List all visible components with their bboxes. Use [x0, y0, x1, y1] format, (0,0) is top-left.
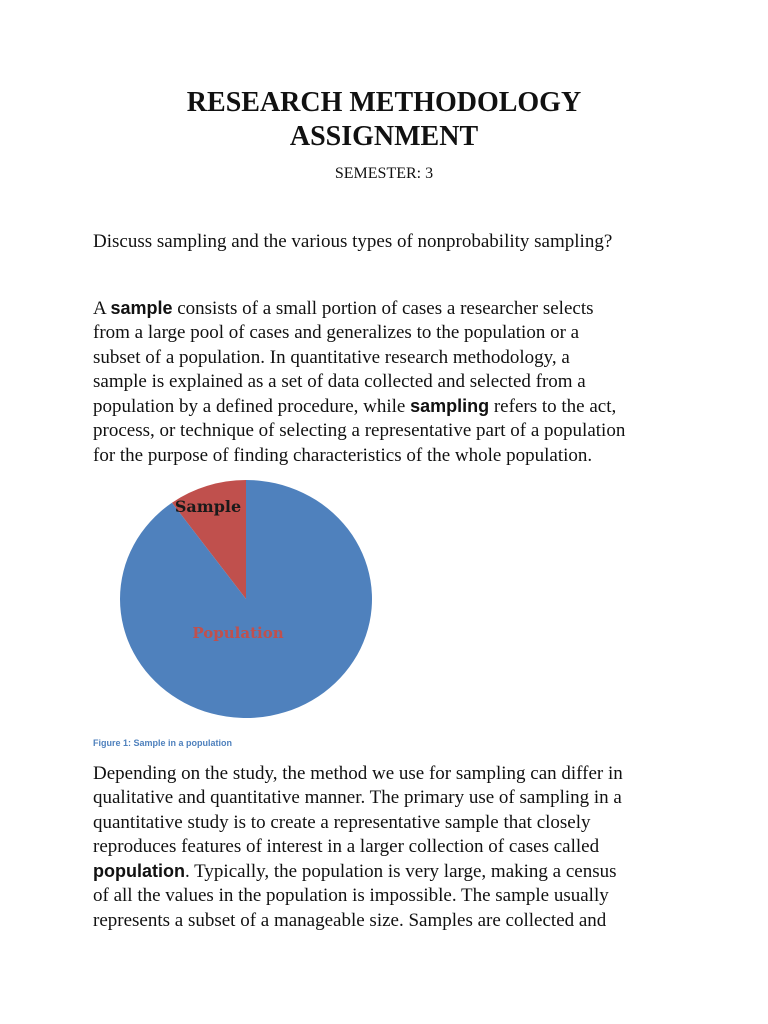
paragraph-line: Depending on the study, the method we use for sampling can differ in — [93, 763, 623, 784]
paragraph-line: reproduces features of interest in a larger collection of cases called — [93, 835, 600, 857]
paragraph-line: of all the values in the population is impossible. The sample usually — [93, 885, 609, 907]
pie-slice-population — [120, 480, 372, 718]
paragraph-line — [93, 859, 713, 884]
title-line-2: ASSIGNMENT — [289, 121, 479, 152]
paragraph-sampling-methods — [93, 762, 713, 933]
text-run: refers to the act, — [489, 396, 617, 418]
term-sample: sample — [110, 298, 173, 318]
paragraph-line: quantitative study is to create a representative sample that closely — [93, 811, 591, 833]
assignment-question: Discuss sampling and the various types of nonprobability sampling? — [93, 231, 613, 252]
paragraph-line — [93, 296, 713, 321]
term-population: population — [93, 861, 185, 882]
pie-label-population: Population — [192, 624, 284, 642]
paragraph-line — [93, 394, 713, 419]
paragraph-line: for the purpose of finding characteristics of the whole population. — [93, 444, 593, 466]
document-title — [0, 86, 768, 154]
paragraph-line: subset of a population. In quantitative research methodology, a — [93, 346, 570, 368]
paragraph-line: sample is explained as a set of data collected and selected from a — [93, 370, 586, 392]
text-run: population by a defined procedure, while — [93, 396, 411, 418]
paragraph-sample-definition — [93, 296, 713, 468]
title-line-1: RESEARCH METHODOLOGY — [186, 87, 582, 118]
figure-caption: Figure 1: Sample in a population — [93, 738, 233, 748]
pie-label-sample: Sample — [174, 497, 242, 516]
paragraph-line: process, or technique of selecting a representative part of a population — [93, 420, 626, 442]
pie-chart — [110, 472, 382, 728]
paragraph-line: represents a subset of a manageable size. Samples are collected and — [93, 909, 607, 931]
term-sampling: sampling — [410, 396, 490, 417]
text-run: consists of a small portion of cases a researcher selects — [172, 298, 594, 319]
text-run: . Typically, the population is very large, making a census — [184, 861, 617, 883]
semester-label: SEMESTER: 3 — [334, 165, 434, 182]
paragraph-line: from a large pool of cases and generalizes to the population or a — [93, 322, 580, 344]
text-run: A — [93, 298, 111, 319]
paragraph-line: qualitative and quantitative manner. The primary use of sampling in a — [93, 787, 622, 809]
